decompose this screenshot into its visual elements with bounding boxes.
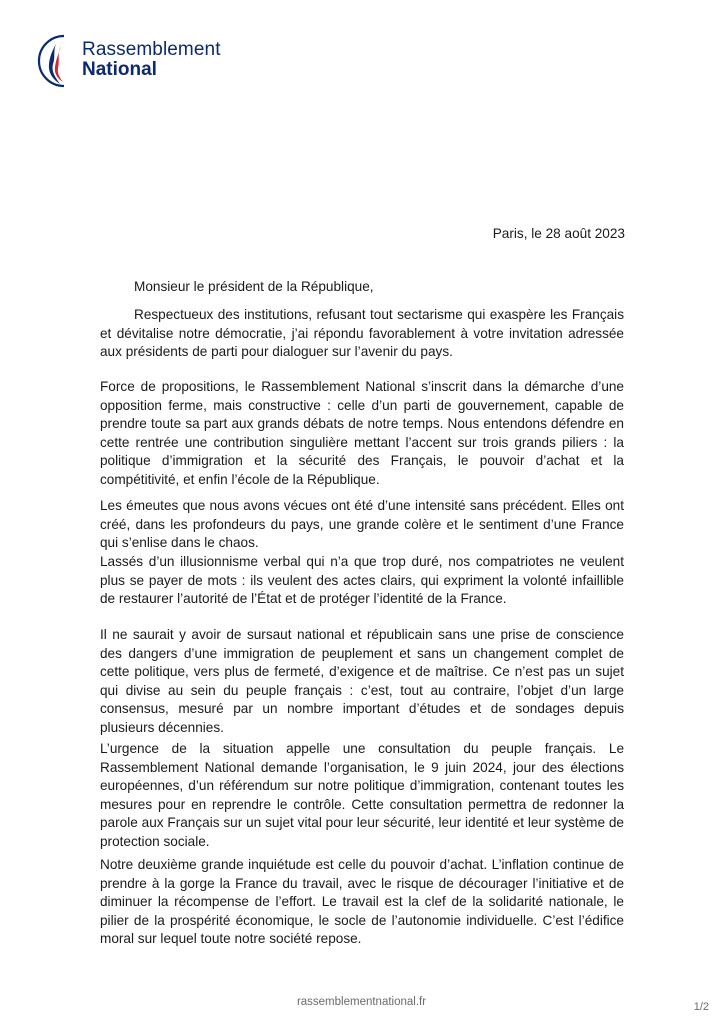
paragraph-4: Lassés d’un illusionnisme verbal qui n’a que trop duré, nos compatriotes ne veulent plus se payer de mots : ils veulent des actes clairs, qui expriment la volonté infaillible de restaurer l’autorité de l’État et de protéger l’identité de la France. [100, 554, 624, 607]
logo-wordmark-line2: National [82, 59, 157, 80]
paragraph-7: Notre deuxième grande inquiétude est celle du pouvoir d’achat. L’inflation continue de prendre à la gorge la France du travail, avec le risque de décourager l’initiative et de diminuer la récompense de l’effort. Le travail est la clef de la solidarité nationale, le pilier de la prospérité économique, le socle de l’autonomie individuelle. C’est l’édifice moral sur lequel toute notre société repose. [100, 857, 624, 947]
party-logo [34, 32, 234, 92]
page-number: 1/2 [693, 1001, 709, 1013]
salutation: Monsieur le président de la République, [134, 279, 374, 294]
footer-website-link[interactable]: rassemblementnational.fr [296, 996, 427, 1008]
paragraph-3: Les émeutes que nous avons vécues ont été d’une intensité sans précédent. Elles ont créé, dans les profondeurs du pays, une grande colère et le sentiment d’une France qui s’enlise dans le chaos. [100, 498, 624, 551]
letter-date: Paris, le 28 août 2023 [492, 226, 625, 241]
flame-logo-icon [34, 32, 80, 90]
logo-wordmark-line1: Rassemblement [82, 39, 221, 60]
paragraph-1: Respectueux des institutions, refusant tout sectarisme qui exaspère les Français et dévitalise notre démocratie, j’ai répondu favorablement à votre invitation adressée aux présidents de parti pour dialoguer sur l’avenir du pays. [100, 307, 624, 360]
paragraph-2: Force de propositions, le Rassemblement National s’inscrit dans la démarche d’une opposition ferme, mais constructive : celle d’un parti de gouvernement, capable de prendre toute sa part aux grands débats de notre temps. Nous entendons défendre en cette rentrée une contribution singulière mettant l’accent sur trois grands piliers : la politique d’immigration et la sécurité des Français, le pouvoir d’achat et la compétitivité, et enfin l’école de la République. [100, 379, 624, 487]
paragraph-5: Il ne saurait y avoir de sursaut national et républicain sans une prise de conscience des dangers d’une immigration de peuplement et sans un changement complet de cette politique, vers plus de fermeté, d’exigence et de maîtrise. Ce n’est pas un sujet qui divise au sein du peuple français : c’est, tout au contraire, l’objet d’un large consensus, mesuré par un nombre important d’études et de sondages depuis plusieurs décennies. [100, 627, 624, 735]
paragraph-6: L’urgence de la situation appelle une consultation du peuple français. Le Rassemblement National demande l’organisation, le 9 juin 2024, jour des élections européennes, d’un référendum sur notre politique d’immigration, contenant toutes les mesures pour en reprendre le contrôle. Cette consultation permettra de redonner la parole aux Français sur un sujet vital pour leur sécurité, leur identité et leur système de protection sociale. [100, 741, 624, 849]
